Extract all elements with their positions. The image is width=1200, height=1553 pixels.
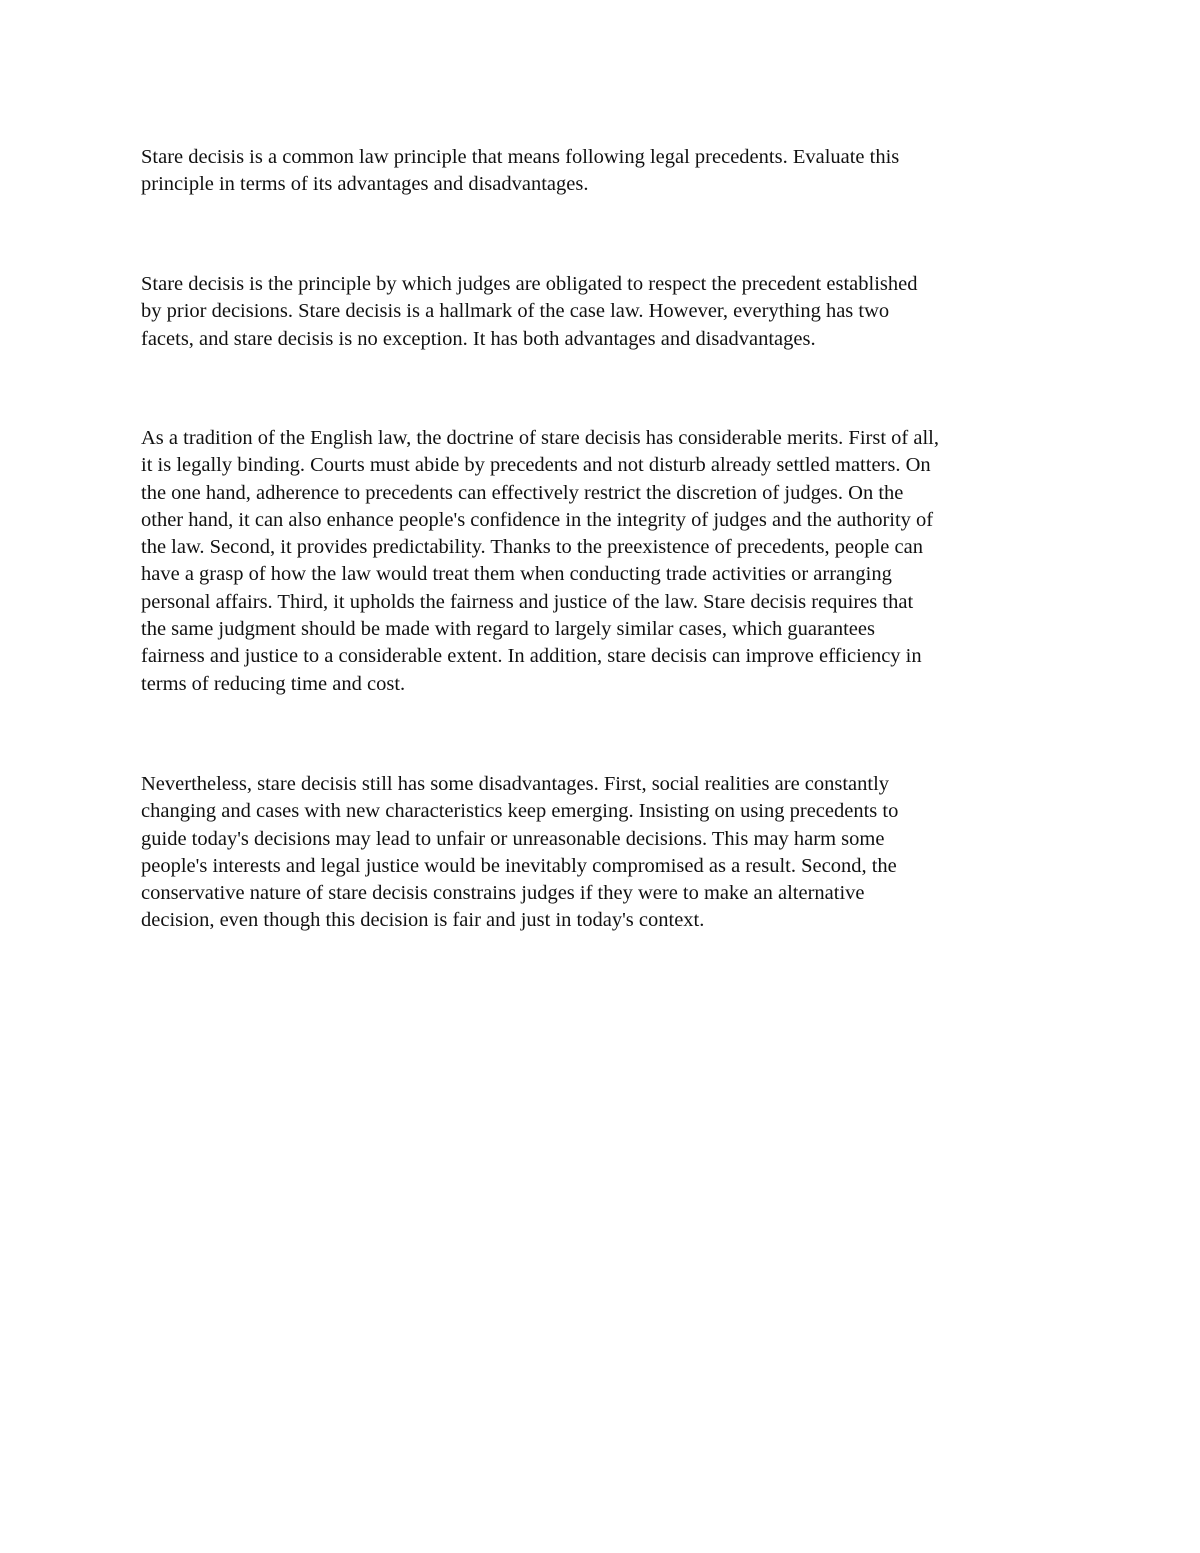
text-line: changing and cases with new characteristics keep emerging. Insisting on using precedents to bbox=[141, 800, 899, 823]
text-line: the law. Second, it provides predictability. Thanks to the preexistence of precedents, people can bbox=[141, 536, 923, 559]
text-line: Stare decisis is the principle by which judges are obligated to respect the precedent established bbox=[141, 273, 918, 295]
text-line: the one hand, adherence to precedents can effectively restrict the discretion of judges. On the bbox=[141, 481, 904, 504]
question-paragraph bbox=[141, 144, 899, 199]
text-line: guide today's decisions may lead to unfair or unreasonable decisions. This may harm some bbox=[141, 827, 885, 850]
text-line: personal affairs. Third, it upholds the fairness and justice of the law. Stare decisis requires that bbox=[141, 590, 914, 613]
text-line: fairness and justice to a considerable extent. In addition, stare decisis can improve efficiency in bbox=[141, 645, 922, 668]
text-line: As a tradition of the English law, the doctrine of stare decisis has considerable merits. First of all, bbox=[141, 427, 939, 449]
text-line: other hand, it can also enhance people's confidence in the integrity of judges and the authority of bbox=[141, 508, 934, 531]
advantages-paragraph bbox=[141, 425, 939, 698]
intro-paragraph bbox=[141, 271, 917, 353]
text-line: have a grasp of how the law would treat them when conducting trade activities or arranging bbox=[141, 563, 892, 586]
text-line: conservative nature of stare decisis constrains judges if they were to make an alternative bbox=[141, 882, 865, 905]
text-line: terms of reducing time and cost. bbox=[141, 672, 406, 695]
text-line: it is legally binding. Courts must abide by precedents and not disturb already settled matters. On bbox=[141, 454, 931, 477]
text-line: decision, even though this decision is fair and just in today's context. bbox=[141, 909, 705, 932]
text-line: the same judgment should be made with regard to largely similar cases, which guarantees bbox=[141, 618, 875, 641]
text-line: by prior decisions. Stare decisis is a hallmark of the case law. However, everything has two bbox=[141, 300, 890, 323]
text-line: principle in terms of its advantages and disadvantages. bbox=[141, 173, 589, 196]
text-line: facets, and stare decisis is no exception. It has both advantages and disadvantages. bbox=[141, 327, 816, 350]
disadvantages-paragraph bbox=[141, 771, 898, 935]
text-line: Nevertheless, stare decisis still has some disadvantages. First, social realities are constantly bbox=[141, 773, 890, 795]
text-line: Stare decisis is a common law principle that means following legal precedents. Evaluate this bbox=[141, 146, 900, 168]
text-line: people's interests and legal justice would be inevitably compromised as a result. Second, the bbox=[141, 854, 897, 877]
